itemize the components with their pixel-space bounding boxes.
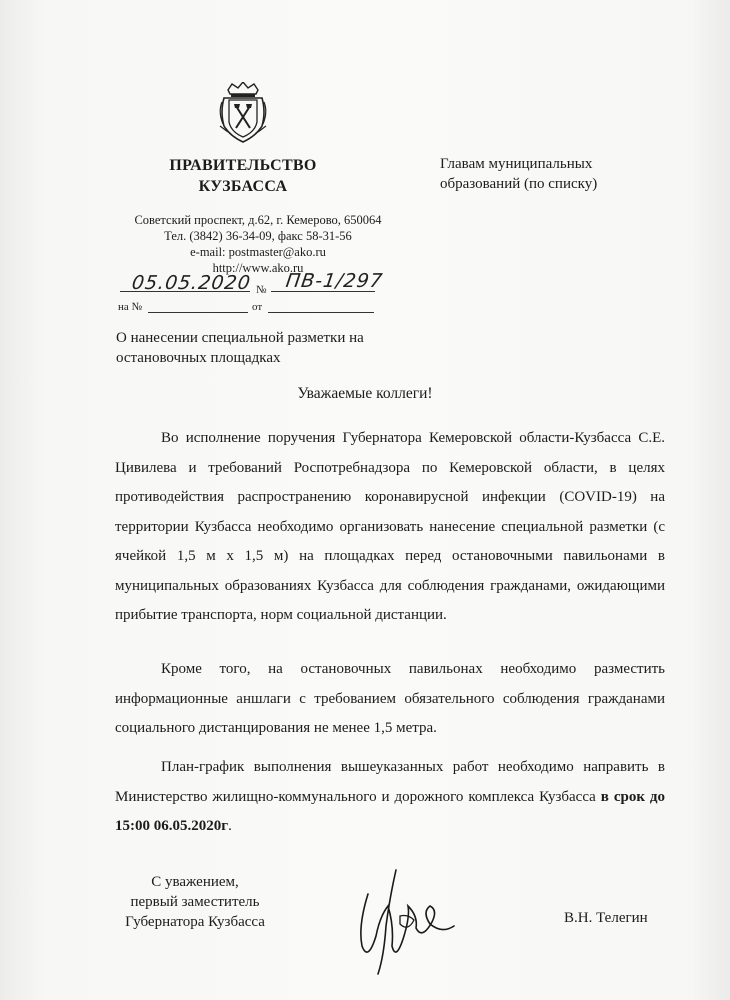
paragraph-2-text: Кроме того, на остановочных павильонах необходимо разместить информационные аншлаги с требованием обязательного соблюдения гражданами социального дистанцирования не менее 1,5 метра. <box>115 661 665 736</box>
recipient-line2: образований (по списку) <box>440 176 598 192</box>
subject-line2: остановочных площадках <box>116 350 281 366</box>
greeting: Уважаемые коллеги! <box>297 385 433 402</box>
signer-name: В.Н. Телегин <box>564 910 648 926</box>
phone: Тел. (3842) 36-34-09, факс 58-31-56 <box>164 229 352 243</box>
registration-date: 05.05.2020 <box>130 272 253 294</box>
letter-subject <box>116 328 396 368</box>
organization-name <box>160 155 326 197</box>
address: Советский проспект, д.62, г. Кемерово, 650064 <box>134 213 382 227</box>
reference-number-underline <box>148 312 248 313</box>
paragraph-3-text: План-график выполнения вышеуказанных работ необходимо направить в Министерство жилищно-коммунального и дорожного комплекса Кузбасса <box>115 759 665 805</box>
signature-title <box>115 872 275 932</box>
reference-from: от <box>252 301 263 313</box>
body-paragraph-1 <box>115 424 665 631</box>
signer-position-line2: Губернатора Кузбасса <box>125 914 265 930</box>
body-paragraph-2 <box>115 655 665 744</box>
signer-position-line1: первый заместитель <box>130 894 260 910</box>
letterhead-contacts <box>108 212 408 276</box>
website: http://www.ako.ru <box>212 261 304 275</box>
email: e-mail: postmaster@ako.ru <box>190 245 326 259</box>
number-sign: № <box>256 284 267 296</box>
handwritten-signature-icon <box>338 866 458 976</box>
subject-line1: О нанесении специальной разметки на <box>116 330 364 346</box>
recipient-line1: Главам муниципальных <box>440 156 593 172</box>
paragraph-3-end: . <box>228 818 232 834</box>
organization-name-line1: ПРАВИТЕЛЬСТВО <box>169 157 317 174</box>
kuzbass-coat-of-arms-icon <box>218 82 268 144</box>
registration-line <box>116 270 385 300</box>
paragraph-1-text: Во исполнение поручения Губернатора Кемеровской области-Кузбасса С.Е. Цивилева и требований Роспотребнадзора по Кемеровской области, в целях противодействия распространению коронавирусной инфекции (COVID-19) на территории Кузбасса необходимо организовать нанесение специальной разметки (с ячейкой 1,5 м х 1,5 м) на площадках перед остановочными павильонами в муниципальных образованиях Кузбасса для соблюдения гражданами, ожидающими прибытие транспорта, норм социальной дистанции. <box>115 430 665 623</box>
closing: С уважением, <box>151 874 239 890</box>
recipient <box>440 154 680 194</box>
registration-number: ПВ-1/297 <box>284 270 385 292</box>
deadline-text: в срок до 15:00 06.05.2020г <box>115 788 665 834</box>
reference-date-underline <box>268 312 374 313</box>
reference-prefix: на № <box>118 301 143 313</box>
body-paragraph-3 <box>115 753 665 842</box>
reference-line <box>116 301 376 317</box>
organization-name-line2: КУЗБАССА <box>198 178 288 195</box>
